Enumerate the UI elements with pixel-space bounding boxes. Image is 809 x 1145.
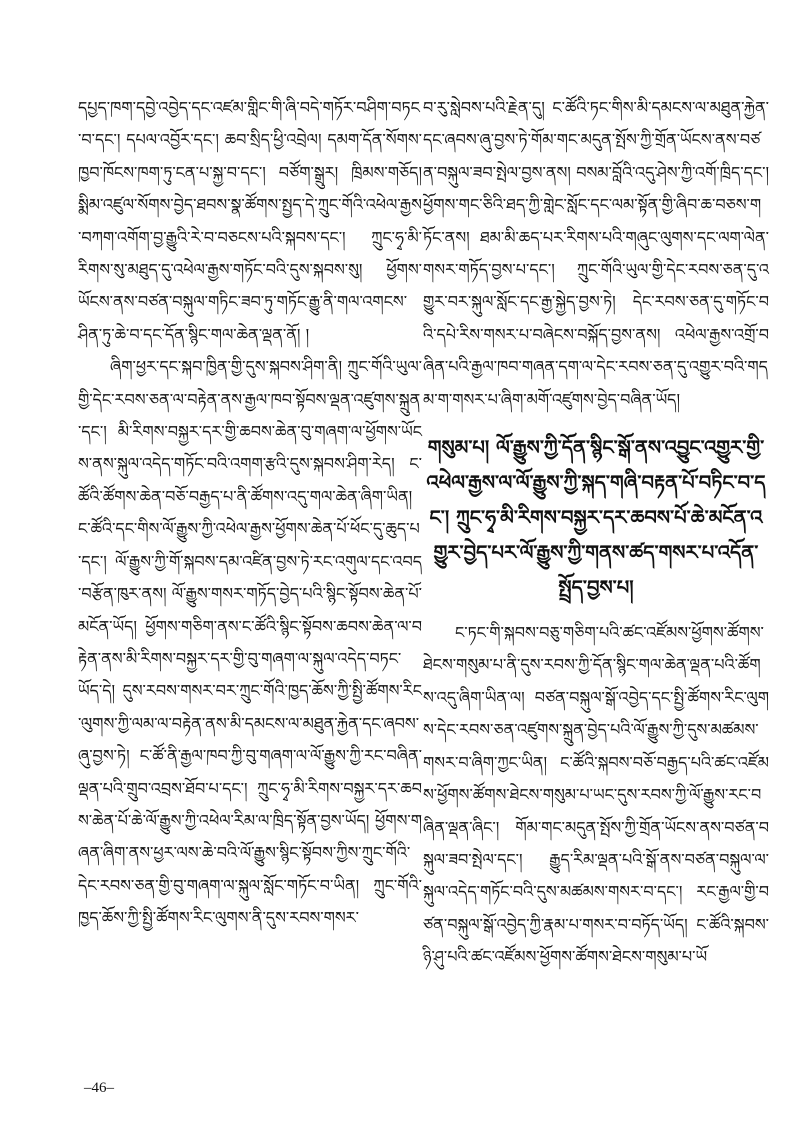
- paragraph: བ་རུ་སླེབས་པའི་རྗེན་དུ། ང་ཚོའི་ཏང་གིས་མི་དམངས་ལ་མཐུན་རྐྱེན་དང་ཞབས་ཞུ་བྱས་ཏེ་གོམ་གང་མདུན་སྤོས་ཀྱི་གྲོན་ཡོངས་ནས་བཙན་བསྐུལ་ཟབ་སྤེལ་བྱས་ནས། བསམ་བློའི་འདུ་ཤེས་ཀྱི་འགོ་ཁྲིད་དང་། ཕྱོགས་གང་ཅིའི་ཐད་ཀྱི་གླེང་སློང་དང་ལམ་སྟོན་གྱི་ཞིབ་ཆ་བཅས་གཏོང་ནས། ཐམ་མི་ཆད་པར་རིགས་པའི་གཞུང་ལུགས་དང་ལག་ལེན་གསར་གཏོད་བྱས་པ་དང་། ཀྲུང་གོའི་ཡུལ་གྱི་དེང་རབས་ཅན་དུ་འགྱུར་བར་སྐུལ་སློང་དང་རྒྱ་སྐྱེད་བྱས་ཏེ། དེང་རབས་ཅན་དུ་གཏོང་བའི་དཔེ་རིས་གསར་པ་བཞེངས་བསྐོད་བྱས་ནས། འཕེལ་རྒྱས་འགྲོ་བཞིན་པའི་རྒྱལ་ཁབ་གཞན་དག་ལ་དེང་རབས་ཅན་དུ་འགྱུར་བའི་གདམ་ག་གསར་པ་ཞིག་མགོ་འཛུགས་བྱེད་བཞིན་ཡོད།: [423, 98, 769, 409]
- paragraph: ཞིག་ཕྱར་དང་སྐབ་ཁྱིན་གྱི་དུས་སྐབས་ཤིག་ནི། ཀྲུང་གོའི་ཡུལ་གྱི་དེང་རབས་ཅན་ལ་བརྟེན་ནས་རྒྱལ་ཁབ་སྟོབས་ལྡན་འཛུགས་སྐྲུན་དང་། མི་རིགས་བསྐྱར་དར་གྱི་ཆབས་ཆེན་བུ་གཞག་ལ་ཕྱོགས་ཡོངས་ནས་སྐུལ་འདེད་གཏོང་བའི་འགག་རྩའི་དུས་སྐབས་ཤིག་རེད། ང་ཚོའི་ཚོགས་ཆེན་བཅོ་བརྒྱད་པ་ནི་ཚོགས་འདུ་གལ་ཆེན་ཞིག་ཡིན། ང་ཚོའི་དང་གིས་ལོ་རྒྱུས་ཀྱི་འཕེལ་རྒྱས་ཕྱོགས་ཆེན་པོ་ཕོང་དུ་ཆུད་པ་དང་། ལོ་རྒྱུས་ཀྱི་གོ་སྐབས་དམ་འཛིན་བྱས་ཏེ་རང་འགུལ་དང་འབད་བརྩོན་ཁུར་ནས། ལོ་རྒྱུས་གསར་གཏོད་བྱེད་པའི་སྙིང་སྟོབས་ཆེན་པོ་མངོན་ཡོད། ཕྱོགས་གཅིག་ནས་ང་ཚོའི་སྙིང་སྟོབས་ཆབས་ཆེན་ལ་བརྟེན་ནས་མི་རིགས་བསྐྱར་དར་གྱི་བུ་གཞག་ལ་སྐུལ་འདེད་བཏང་ཡོད་དེ། དུས་རབས་གསར་བར་ཀྲུང་གོའི་ཁྱད་ཆོས་ཀྱི་སྤྱི་ཚོགས་རིང་ལུགས་ཀྱི་ལམ་ལ་བརྟེན་ནས་མི་དམངས་ལ་མཐུན་རྐྱེན་དང་ཞབས་ཞུ་བྱས་ཏེ། ང་ཚོ་ནི་རྒྱལ་ཁབ་ཀྱི་བུ་གཞག་ལ་ལོ་རྒྱུས་ཀྱི་རང་བཞིན་ལྡན་པའི་གྲུབ་འབྲས་ཐོབ་པ་དང་། ཀྲུང་ཧྭ་མི་རིགས་བསྐྱར་དར་ཆབས་ཆེན་པོ་ཆེ་ལོ་རྒྱུས་ཀྱི་འཕེལ་རིམ་ལ་ཁྲིད་སྟོན་བྱས་ཡོད། ཕྱོགས་གཞན་ཞིག་ནས་ཕྱར་ལས་ཆེ་བའི་ལོ་རྒྱུས་སྙིང་སྟོབས་ཀྱིས་ཀྲུང་གོའི་དེང་རབས་ཅན་གྱི་བུ་གཞག་ལ་སྐུལ་སློང་གཏོང་བ་ཡིན། ཀྲུང་གོའི་ཁྱད་ཆོས་ཀྱི་སྤྱི་ཚོགས་རིང་ལུགས་ནི་དུས་རབས་གསར་: [78, 357, 422, 928]
- right-column: [423, 92, 769, 974]
- paragraph: དཔྱད་ཁག་དབྱེ་འབྱེད་དང་འཛམ་གླིང་གི་ཞི་བདེ་གཏོར་བཤིག་བཏང་བ་དང་། དཔལ་འབྱོར་དང་། ཆབ་སྲིད་ཕྱི་འབྲེལ། དམག་དོན་སོགས་ཁྱབ་ཁོངས་ཁག་ཏུ་ངན་པ་སྐྱ་བ་དང་། བཙོག་སྒྲུར། ཁྲིམས་གཅོད། སྨིམ་འཛུལ་སོགས་བྱེད་ཐབས་སྣ་ཚོགས་སྤྱད་དེ་ཀྲུང་གོའི་འཕེལ་རྒྱས་བཀག་འགོག་བྱ་རྒྱུའི་རེ་བ་བཅངས་པའི་སྐབས་དང་། ཀྲུང་ཧྭ་མི་རིགས་སུ་མཐུད་དུ་འཕེལ་རྒྱས་གཏོང་བའི་དུས་སྐབས་སུ། ཕྱོགས་ཡོངས་ནས་བཙན་བསྐུལ་གཏིང་ཟབ་ཏུ་གཏོང་རྒྱུ་ནི་གལ་འགངས་ཤིན་ཏུ་ཆེ་བ་དང་དོན་སྙིང་གལ་ཆེན་ལྡན་ནོ། །: [78, 98, 422, 344]
- section-heading: གསུམ་པ། ལོ་རྒྱུས་ཀྱི་དོན་སྙིང་སྒོ་ནས་འབྱུང་འགྱུར་གྱི་འཕེལ་རྒྱས་ལ་ལོ་རྒྱུས་ཀྱི་སྐད་གཞི་བརྟན་པོ་བཏིང་བ་དང་། ཀྲུང་ཧྭ་མི་རིགས་བསྐྱར་དར་ཆབས་པོ་ཆེ་མངོན་འགྱུར་བྱེད་པར་ལོ་རྒྱུས་ཀྱི་གནས་ཚད་གསར་པ་འདོན་སྤྲོད་བྱས་པ།: [426, 436, 766, 600]
- left-column: [78, 92, 422, 935]
- page-number: –46–: [84, 1080, 114, 1096]
- paragraph: ང་ཏང་གི་སྐབས་བཅུ་གཅིག་པའི་ཚང་འཛོམས་ཕྱོགས་ཚོགས་ཐེངས་གསུམ་པ་ནི་དུས་རབས་ཀྱི་དོན་སྙིང་གལ་ཆེན་ལྡན་པའི་ཚོགས་འདུ་ཞིག་ཡིན་ལ། བཙན་བསྐུལ་སྒོ་འབྱེད་དང་སྤྱི་ཚོགས་རིང་ལུགས་དེང་རབས་ཅན་འཛུགས་སྐྲུན་བྱེད་པའི་ལོ་རྒྱུས་ཀྱི་དུས་མཚམས་གསར་བ་ཞིག་ཀྱང་ཡིན། ང་ཚོའི་སྐབས་བཅོ་བརྒྱད་པའི་ཚང་འཛོམས་ཕྱོགས་ཚོགས་ཐེངས་གསུམ་པ་ཡང་དུས་རབས་ཀྱི་ལོ་རྒྱུས་རང་བཞིན་ལྡན་ཞིང་། གོམ་གང་མདུན་སྤོས་ཀྱི་གྲོན་ཡོངས་ནས་བཙན་བསྐུལ་ཟབ་སྤེལ་དང་། རྒྱུད་རིམ་ལྡན་པའི་སྒོ་ནས་བཙན་བསྐུལ་ལ་སྐུལ་འདེད་གཏོང་བའི་དུས་མཚམས་གསར་བ་དང་། རང་རྒྱལ་གྱི་བཙན་བསྐུལ་སྒོ་འབྱེད་ཀྱི་རྣམ་པ་གསར་བ་བཏོད་ཡོད། ང་ཚོའི་སྐབས་ཉི་ཤུ་པའི་ཚང་འཛོམས་ཕྱོགས་ཚོགས་ཐེངས་གསུམ་པ་ཡོ: [423, 623, 769, 967]
